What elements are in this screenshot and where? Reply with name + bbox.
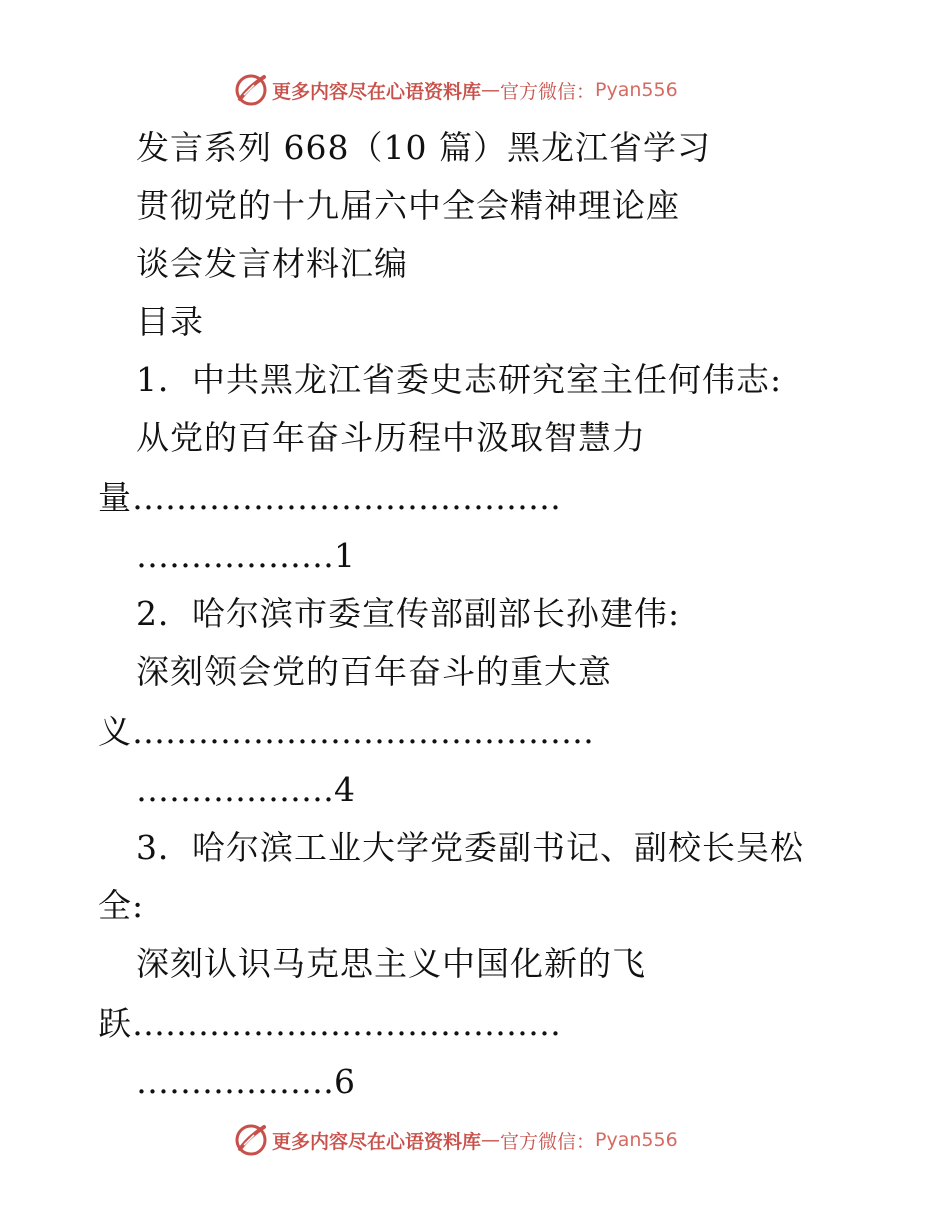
toc-entry-2-dots-2: ………………: [136, 770, 334, 809]
toc-entry-2-page-number: 4: [334, 770, 356, 809]
banner-wechat-id: Pyan556: [595, 79, 678, 101]
toc-entry-3-heading: 3．哈尔滨工业大学党委副书记、副校长吴松: [136, 828, 804, 867]
toc-entry-1-leader: [98, 478, 561, 518]
toc-entry-2-subtitle: 深刻领会党的百年奋斗的重大意: [136, 652, 612, 691]
toc-entry-2-leader: [98, 712, 594, 752]
toc-entry-2-dots: ……………………………………: [132, 712, 594, 751]
toc-entry-1-wrap-char: 量: [98, 478, 132, 517]
toc-entry-1-subtitle: 从党的百年奋斗历程中汲取智慧力: [136, 418, 646, 457]
toc-entry-3-page-number: 6: [334, 1062, 356, 1101]
document-title-line-1: 发言系列 668（10 篇）黑龙江省学习: [136, 128, 711, 167]
banner-dash: —: [481, 79, 501, 101]
toc-entry-1-dots-2: ………………: [136, 536, 334, 575]
toc-heading: 目录: [136, 302, 204, 341]
document-title-line-2: 贯彻党的十九届六中全会精神理论座: [136, 186, 680, 225]
toc-entry-2-heading: 2．哈尔滨市委宣传部副部长孙建伟:: [136, 594, 681, 633]
brush-logo-icon: [234, 1123, 268, 1157]
banner-wechat-id: Pyan556: [595, 1129, 678, 1151]
toc-entry-1-heading: 1．中共黑龙江省委史志研究室主任何伟志:: [136, 360, 783, 399]
brush-logo-icon: [234, 73, 268, 107]
banner-sub-text: 官方微信：: [500, 80, 596, 103]
banner-sub-text: 官方微信：: [500, 1130, 596, 1153]
toc-entry-2-wrap-char: 义: [98, 712, 132, 751]
toc-entry-3-dots: …………………………………: [132, 1004, 561, 1043]
banner-dash: —: [481, 1129, 501, 1151]
toc-entry-2-page-line: [136, 770, 356, 810]
toc-entry-3-dots-2: ………………: [136, 1062, 334, 1101]
toc-entry-3-subtitle: 深刻认识马克思主义中国化新的飞: [136, 944, 646, 983]
banner-main-text: 更多内容尽在心语资料库: [272, 1130, 482, 1153]
toc-entry-1-page-number: 1: [334, 536, 356, 575]
toc-entry-3-heading-wrap: 全:: [98, 886, 145, 925]
header-banner: [234, 70, 678, 110]
toc-entry-1-dots: …………………………………: [132, 478, 561, 517]
banner-main-text: 更多内容尽在心语资料库: [272, 80, 482, 103]
toc-entry-1-page-line: [136, 536, 356, 576]
toc-entry-3-page-line: [136, 1062, 356, 1102]
toc-entry-3-wrap-char: 跃: [98, 1004, 132, 1043]
footer-banner: [234, 1120, 678, 1160]
toc-entry-3-leader: [98, 1004, 561, 1044]
document-title-line-3: 谈会发言材料汇编: [136, 244, 408, 283]
